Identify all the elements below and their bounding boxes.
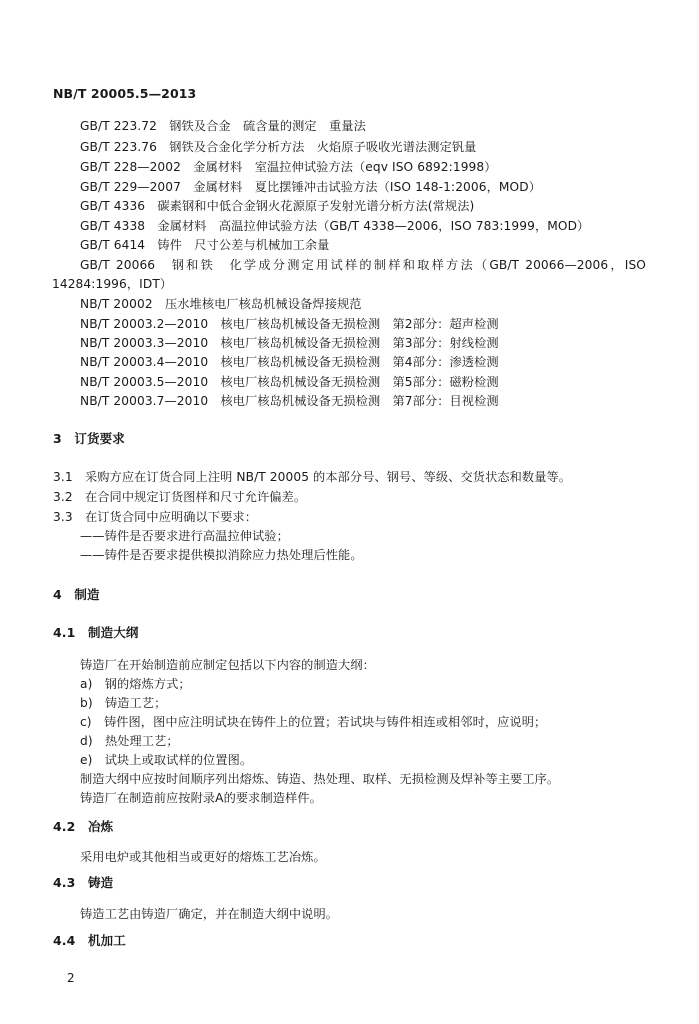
reference-item: GB/T 223.72 钢铁及合金 硫含量的测定 重量法: [80, 119, 366, 133]
list-item: b) 铸造工艺；: [80, 696, 167, 710]
dash-item: ——铸件是否要求进行高温拉伸试验；: [80, 529, 289, 543]
page-number: 2: [67, 971, 75, 985]
clause-item: 3.3 在订货合同中应明确以下要求：: [53, 510, 257, 524]
paragraph: 制造大纲中应按时间顺序列出熔炼、铸造、热处理、取样、无损检测及焊补等主要工序。: [80, 772, 560, 786]
clause-item: 3.2 在合同中规定订货图样和尺寸允许偏差。: [53, 490, 307, 504]
reference-item-continuation: 14284:1996，IDT）: [52, 277, 173, 291]
subsection-heading: 4.2 冶炼: [53, 819, 114, 834]
clause-item: 3.1 采购方应在订货合同上注明 NB/T 20005 的本部分号、钢号、等级、交货状态和数量等。: [53, 470, 572, 484]
paragraph: 铸造工艺由铸造厂确定，并在制造大纲中说明。: [80, 907, 339, 921]
list-item: c) 铸件图，图中应注明试块在铸件上的位置；若试块与铸件相连或相邻时，应说明；: [80, 715, 547, 729]
reference-item: NB/T 20003.3—2010 核电厂核岛机械设备无损检测 第3部分：射线检测: [80, 336, 499, 350]
subsection-heading: 4.3 铸造: [53, 875, 114, 890]
reference-item: NB/T 20003.2—2010 核电厂核岛机械设备无损检测 第2部分：超声检测: [80, 317, 499, 331]
document-code-header: NB/T 20005.5—2013: [53, 86, 197, 101]
list-item: e) 试块上或取试样的位置图。: [80, 753, 253, 767]
reference-item: GB/T 4336 碳素钢和中低合金钢火花源原子发射光谱分析方法(常规法): [80, 199, 475, 213]
reference-item: GB/T 4338 金属材料 高温拉伸试验方法（GB/T 4338—2006，ISO 783:1999，MOD）: [80, 219, 590, 233]
reference-item: GB/T 228—2002 金属材料 室温拉伸试验方法（eqv ISO 6892:1998）: [80, 160, 497, 174]
paragraph: 铸造厂在开始制造前应制定包括以下内容的制造大纲：: [80, 658, 375, 672]
reference-item: GB/T 223.76 钢铁及合金化学分析方法 火焰原子吸收光谱法测定钒量: [80, 140, 477, 154]
list-item: a) 钢的熔炼方式；: [80, 677, 191, 691]
reference-item: NB/T 20003.7—2010 核电厂核岛机械设备无损检测 第7部分：目视检测: [80, 394, 499, 408]
dash-item: ——铸件是否要求提供模拟消除应力热处理后性能。: [80, 548, 363, 562]
paragraph: 铸造厂在制造前应按附录A的要求制造样件。: [80, 791, 322, 805]
reference-item: GB/T 20066 钢和铁 化学成分测定用试样的制样和取样方法（GB/T 20066—2006，ISO: [80, 258, 646, 272]
section-heading: 4 制造: [53, 587, 100, 602]
reference-item: NB/T 20003.5—2010 核电厂核岛机械设备无损检测 第5部分：磁粉检测: [80, 375, 499, 389]
reference-item: NB/T 20002 压水堆核电厂核岛机械设备焊接规范: [80, 297, 362, 311]
paragraph: 采用电炉或其他相当或更好的熔炼工艺冶炼。: [80, 850, 326, 864]
subsection-heading: 4.1 制造大纲: [53, 625, 139, 640]
section-heading: 3 订货要求: [53, 431, 125, 446]
reference-item: NB/T 20003.4—2010 核电厂核岛机械设备无损检测 第4部分：渗透检测: [80, 355, 499, 369]
list-item: d) 热处理工艺；: [80, 734, 179, 748]
reference-item: GB/T 6414 铸件 尺寸公差与机械加工余量: [80, 238, 330, 252]
subsection-heading: 4.4 机加工: [53, 933, 126, 948]
reference-item: GB/T 229—2007 金属材料 夏比摆锤冲击试验方法（ISO 148-1:2006，MOD）: [80, 180, 541, 194]
